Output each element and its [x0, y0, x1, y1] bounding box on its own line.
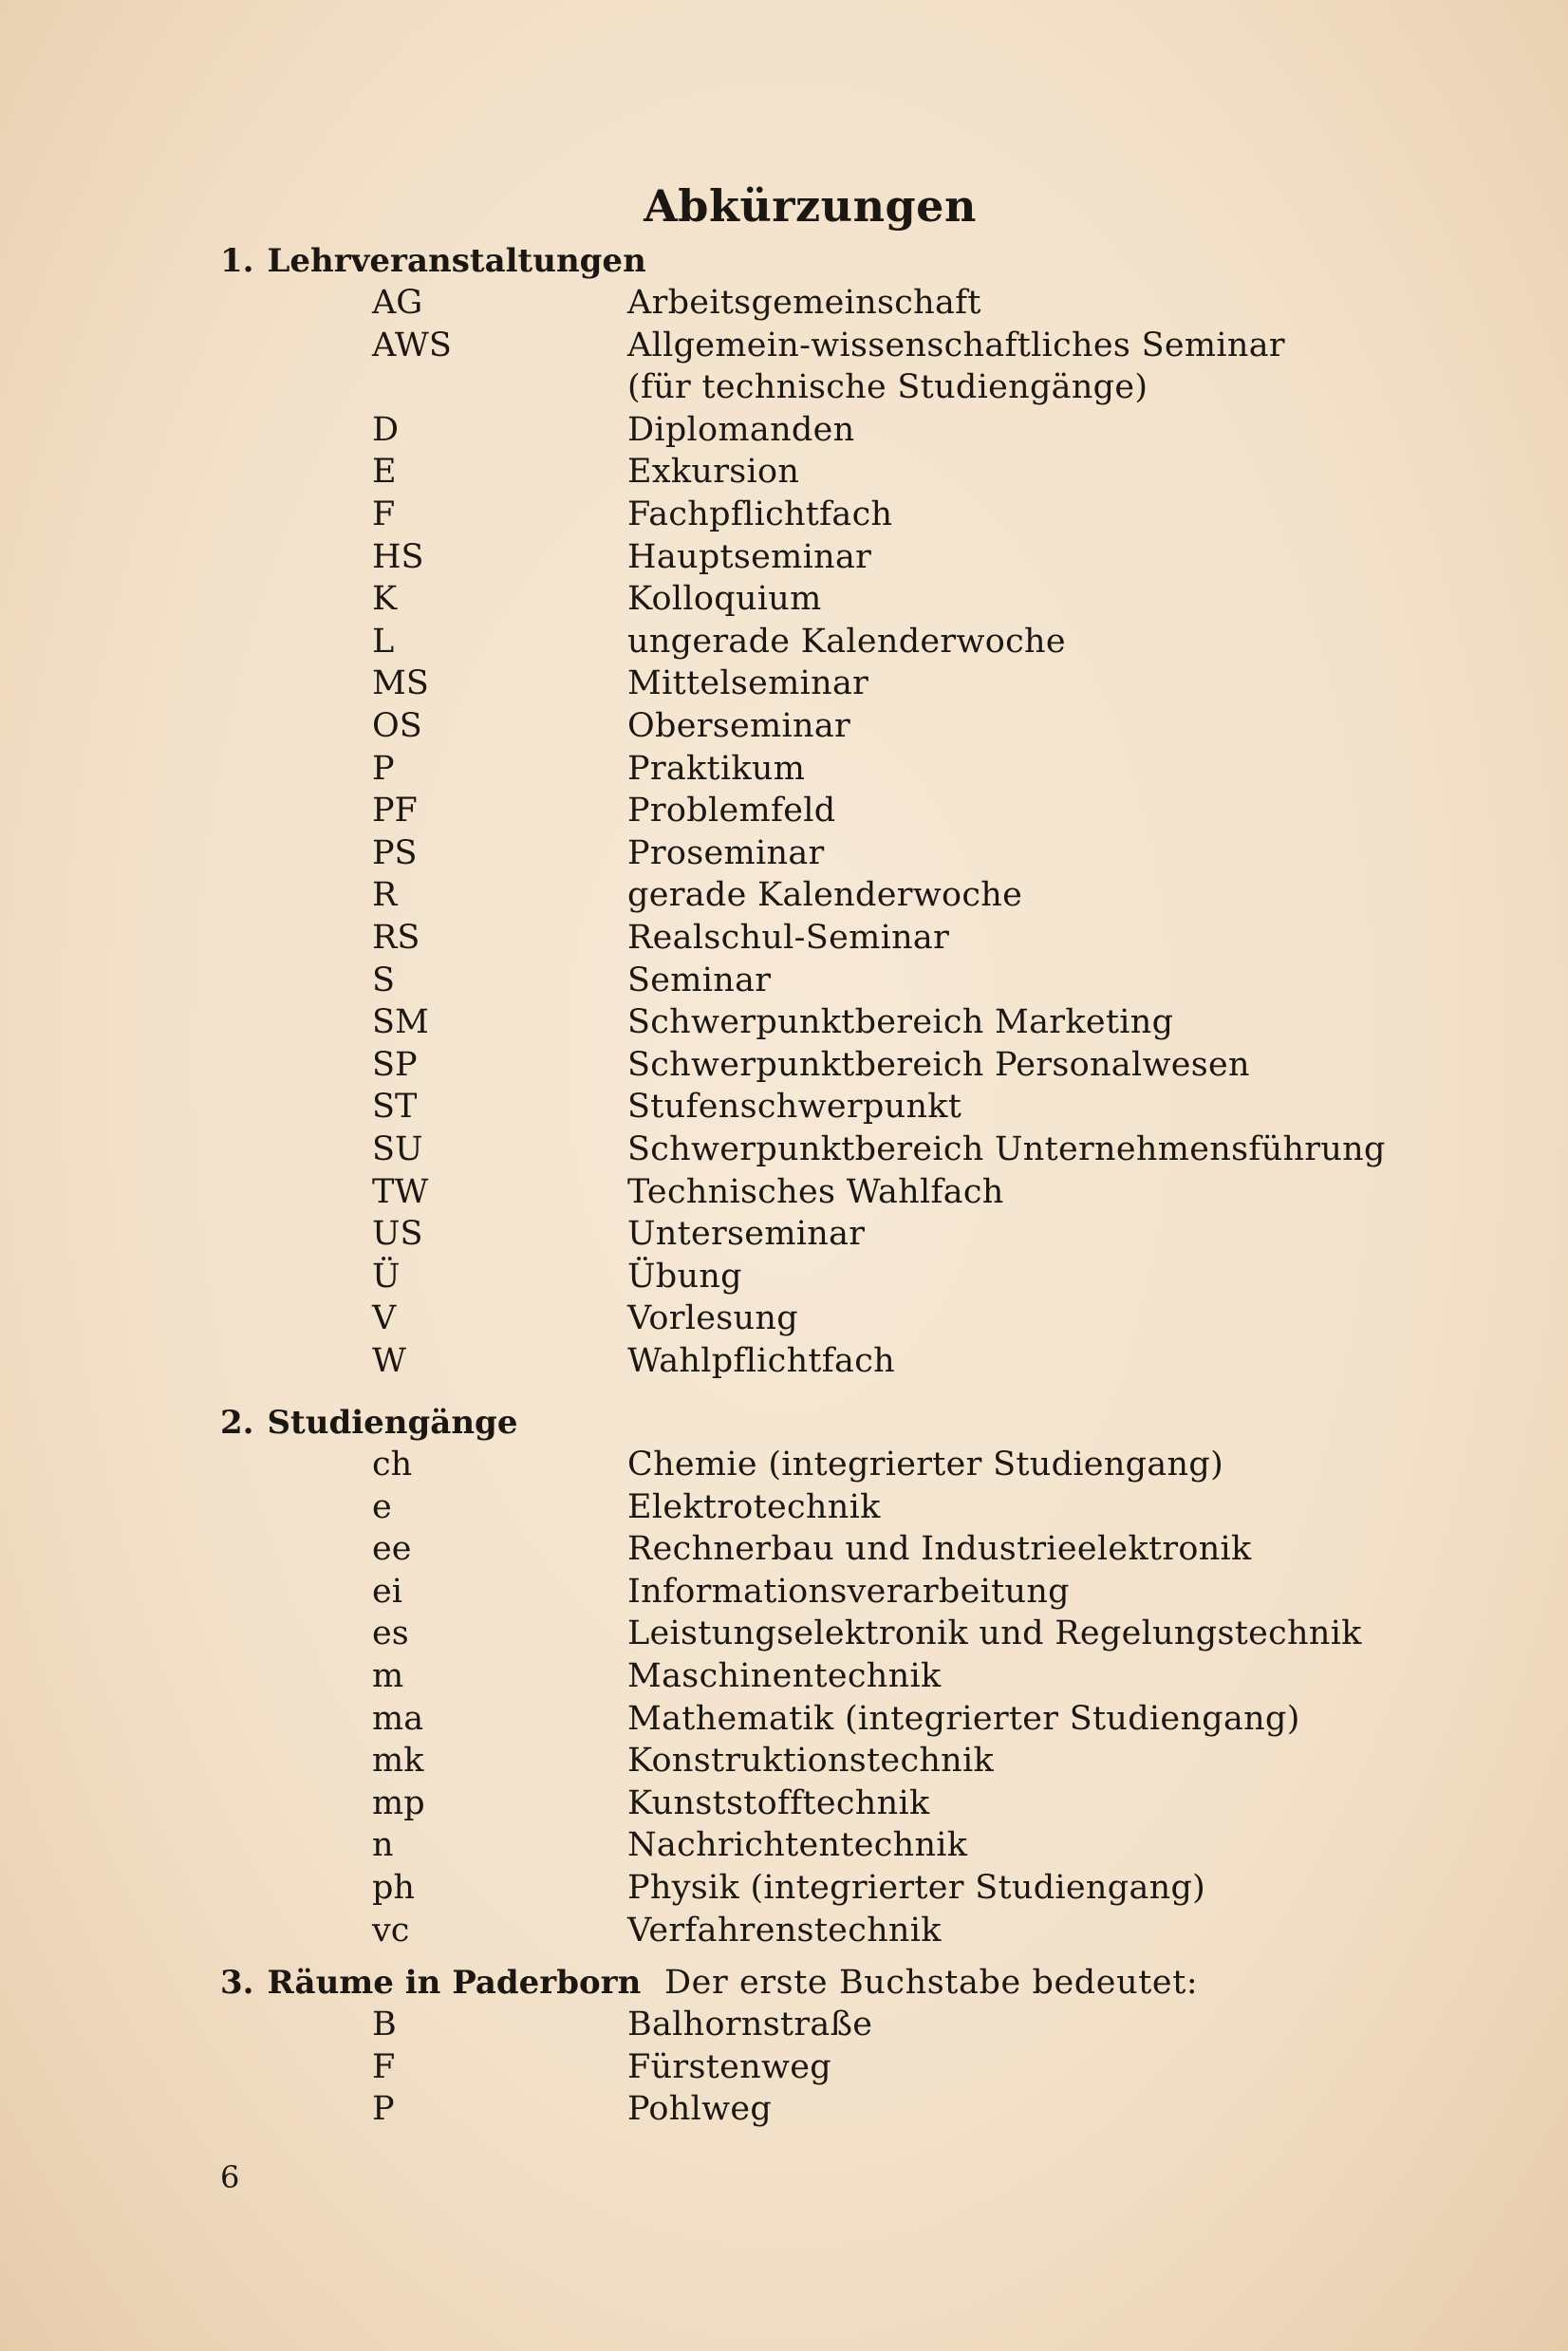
abbreviation-meaning: Übung	[627, 1257, 742, 1296]
abbreviation-row	[0, 790, 1568, 832]
abbreviation-meaning: Wahlpflichtfach	[627, 1342, 895, 1380]
abbreviation-row	[0, 1655, 1568, 1698]
abbreviation-meaning: Technisches Wahlfach	[627, 1172, 1004, 1211]
section-heading-studiengaenge	[220, 1402, 517, 1444]
abbreviation-meaning: Oberseminar	[627, 707, 851, 745]
abbreviation-meaning: Stufenschwerpunkt	[627, 1088, 962, 1127]
abbreviation: OS	[372, 707, 422, 745]
section-title: Lehrveranstaltungen	[267, 242, 646, 280]
abbreviation-meaning: Elektrotechnik	[627, 1487, 881, 1526]
abbreviation-row	[0, 494, 1568, 536]
abbreviation-row	[0, 1213, 1568, 1256]
section-title: Räume in Paderborn	[267, 1964, 642, 2002]
abbreviation: S	[372, 961, 395, 999]
abbreviation-meaning: Verfahrenstechnik	[627, 1911, 942, 1950]
abbreviation-row	[0, 1001, 1568, 1044]
abbreviation-meaning: Proseminar	[627, 833, 825, 872]
abbreviation: mk	[372, 1742, 424, 1781]
abbreviation: Ü	[372, 1257, 401, 1296]
abbreviation: es	[372, 1614, 409, 1653]
abbreviation-row	[0, 409, 1568, 452]
abbreviation-row	[0, 1256, 1568, 1298]
abbreviation-row	[0, 451, 1568, 494]
abbreviation-row	[0, 874, 1568, 917]
abbreviation-row	[0, 748, 1568, 791]
abbreviation-meaning: Unterseminar	[627, 1215, 866, 1254]
abbreviation: ph	[372, 1869, 415, 1907]
abbreviation-meaning: Realschul-Seminar	[627, 919, 950, 957]
abbreviation-row	[0, 2004, 1568, 2046]
abbreviation-row	[0, 1867, 1568, 1910]
abbreviation-meaning: Balhornstraße	[627, 2006, 873, 2043]
section-heading-raeume	[220, 1962, 641, 2004]
abbreviation: RS	[372, 919, 420, 957]
abbreviation-meaning: Nachrichtentechnik	[627, 1826, 968, 1865]
abbreviation-row	[0, 1613, 1568, 1655]
abbreviation: SU	[372, 1130, 423, 1168]
abbreviation-row	[0, 1129, 1568, 1171]
abbreviation-meaning: Schwerpunktbereich Personalwesen	[627, 1045, 1250, 1084]
abbreviation: P	[372, 749, 395, 788]
abbreviation: SM	[372, 1003, 429, 1042]
abbreviation: F	[372, 2047, 396, 2086]
abbreviation-row	[0, 917, 1568, 960]
abbreviation-meaning: Konstruktionstechnik	[627, 1742, 995, 1781]
abbreviation: AWS	[372, 326, 452, 364]
abbreviation-meaning: Fürstenweg	[627, 2047, 831, 2086]
abbreviation: E	[372, 453, 397, 492]
abbreviation-meaning: Seminar	[627, 961, 772, 999]
abbreviation: D	[372, 410, 400, 449]
abbreviation-meaning: Diplomanden	[627, 410, 855, 449]
abbreviation-row	[0, 578, 1568, 621]
abbreviation-row	[0, 325, 1568, 367]
abbreviation-meaning: Schwerpunktbereich Marketing	[627, 1003, 1174, 1042]
abbreviation-row	[0, 1297, 1568, 1340]
abbreviation-row	[0, 1571, 1568, 1614]
page-number: 6	[220, 2159, 240, 2195]
abbreviation-row	[0, 282, 1568, 325]
abbreviation-meaning: Exkursion	[627, 453, 800, 492]
abbreviation-row	[0, 960, 1568, 1002]
abbreviation-row	[0, 1340, 1568, 1383]
abbreviation-row	[0, 1444, 1568, 1486]
abbreviation-meaning: Leistungselektronik und Regelungstechnik	[627, 1614, 1362, 1653]
abbreviation: PF	[372, 792, 418, 830]
abbreviation: n	[372, 1826, 394, 1865]
section-number: 1.	[220, 242, 254, 280]
abbreviation-meaning: Problemfeld	[627, 792, 836, 830]
abbreviation-meaning: Allgemein-wissenschaftliches Seminar	[627, 326, 1285, 364]
section-title: Studiengänge	[267, 1404, 518, 1442]
abbreviation: e	[372, 1487, 392, 1526]
abbreviation: ch	[372, 1446, 413, 1483]
page-title: Abkürzungen	[644, 180, 977, 232]
abbreviation-meaning: Physik (integrierter Studiengang)	[627, 1869, 1206, 1907]
abbreviation-meaning: Mathematik (integrierter Studiengang)	[627, 1699, 1300, 1738]
abbreviation-meaning: Schwerpunktbereich Unternehmensführung	[627, 1130, 1386, 1168]
abbreviation-meaning: Kolloquium	[627, 580, 822, 619]
section-number: 2.	[220, 1404, 254, 1442]
abbreviation-row	[0, 366, 1568, 409]
abbreviation-row	[0, 705, 1568, 748]
abbreviation-row	[0, 1740, 1568, 1782]
abbreviation-row	[0, 1824, 1568, 1867]
abbreviation: F	[372, 495, 396, 533]
abbreviation-row	[0, 1086, 1568, 1129]
abbreviation: P	[372, 2090, 395, 2129]
abbreviation-meaning: gerade Kalenderwoche	[627, 876, 1023, 915]
abbreviation: V	[372, 1299, 397, 1338]
abbreviation-meaning: (für technische Studiengänge)	[627, 368, 1148, 407]
abbreviation-meaning: Maschinentechnik	[627, 1657, 942, 1695]
abbreviation: m	[372, 1657, 404, 1695]
abbreviation-row	[0, 1528, 1568, 1571]
section-number: 3.	[220, 1964, 254, 2002]
abbreviation-meaning: Chemie (integrierter Studiengang)	[627, 1446, 1224, 1483]
abbreviation-meaning: Rechnerbau und Industrieelektronik	[627, 1530, 1252, 1569]
abbreviation: MS	[372, 664, 429, 703]
abbreviation-meaning: Arbeitsgemeinschaft	[627, 284, 981, 322]
abbreviation: ei	[372, 1572, 402, 1611]
abbreviation-meaning: Fachpflichtfach	[627, 495, 893, 533]
abbreviation-row	[0, 621, 1568, 663]
abbreviation: ST	[372, 1088, 418, 1127]
abbreviation-row	[0, 1782, 1568, 1825]
section-note: Der erste Buchstabe bedeutet:	[664, 1964, 1199, 2002]
abbreviation: ma	[372, 1699, 424, 1738]
abbreviation: ee	[372, 1530, 412, 1569]
abbreviation-row	[0, 2088, 1568, 2131]
section-heading-lehrveranstaltungen	[220, 240, 646, 282]
abbreviation-row	[0, 1698, 1568, 1741]
abbreviation-meaning: Kunststofftechnik	[627, 1783, 930, 1822]
abbreviation: K	[372, 580, 398, 619]
abbreviation-meaning: Praktikum	[627, 749, 806, 788]
abbreviation: W	[372, 1342, 406, 1380]
abbreviation: L	[372, 622, 395, 661]
abbreviation-meaning: Pohlweg	[627, 2090, 773, 2129]
abbreviation-row	[0, 1910, 1568, 1952]
abbreviation: PS	[372, 833, 418, 872]
abbreviation-meaning: Informationsverarbeitung	[627, 1572, 1070, 1611]
abbreviation: US	[372, 1215, 423, 1254]
abbreviation-row	[0, 536, 1568, 579]
abbreviation-row	[0, 2046, 1568, 2089]
abbreviation: AG	[372, 284, 423, 322]
abbreviation-row	[0, 662, 1568, 705]
abbreviation: B	[372, 2006, 397, 2043]
abbreviation-meaning: Vorlesung	[627, 1299, 798, 1338]
abbreviation-row	[0, 1044, 1568, 1087]
abbreviation-row	[0, 1486, 1568, 1529]
abbreviation: TW	[372, 1172, 429, 1211]
abbreviation: R	[372, 876, 398, 915]
abbreviation-meaning: ungerade Kalenderwoche	[627, 622, 1066, 661]
abbreviation: HS	[372, 537, 424, 576]
abbreviation: SP	[372, 1045, 418, 1084]
abbreviation-meaning: Mittelseminar	[627, 664, 869, 703]
abbreviation-row	[0, 832, 1568, 875]
abbreviation: mp	[372, 1783, 425, 1822]
abbreviation-row	[0, 1171, 1568, 1214]
abbreviation: vc	[372, 1911, 410, 1950]
abbreviation-meaning: Hauptseminar	[627, 537, 872, 576]
